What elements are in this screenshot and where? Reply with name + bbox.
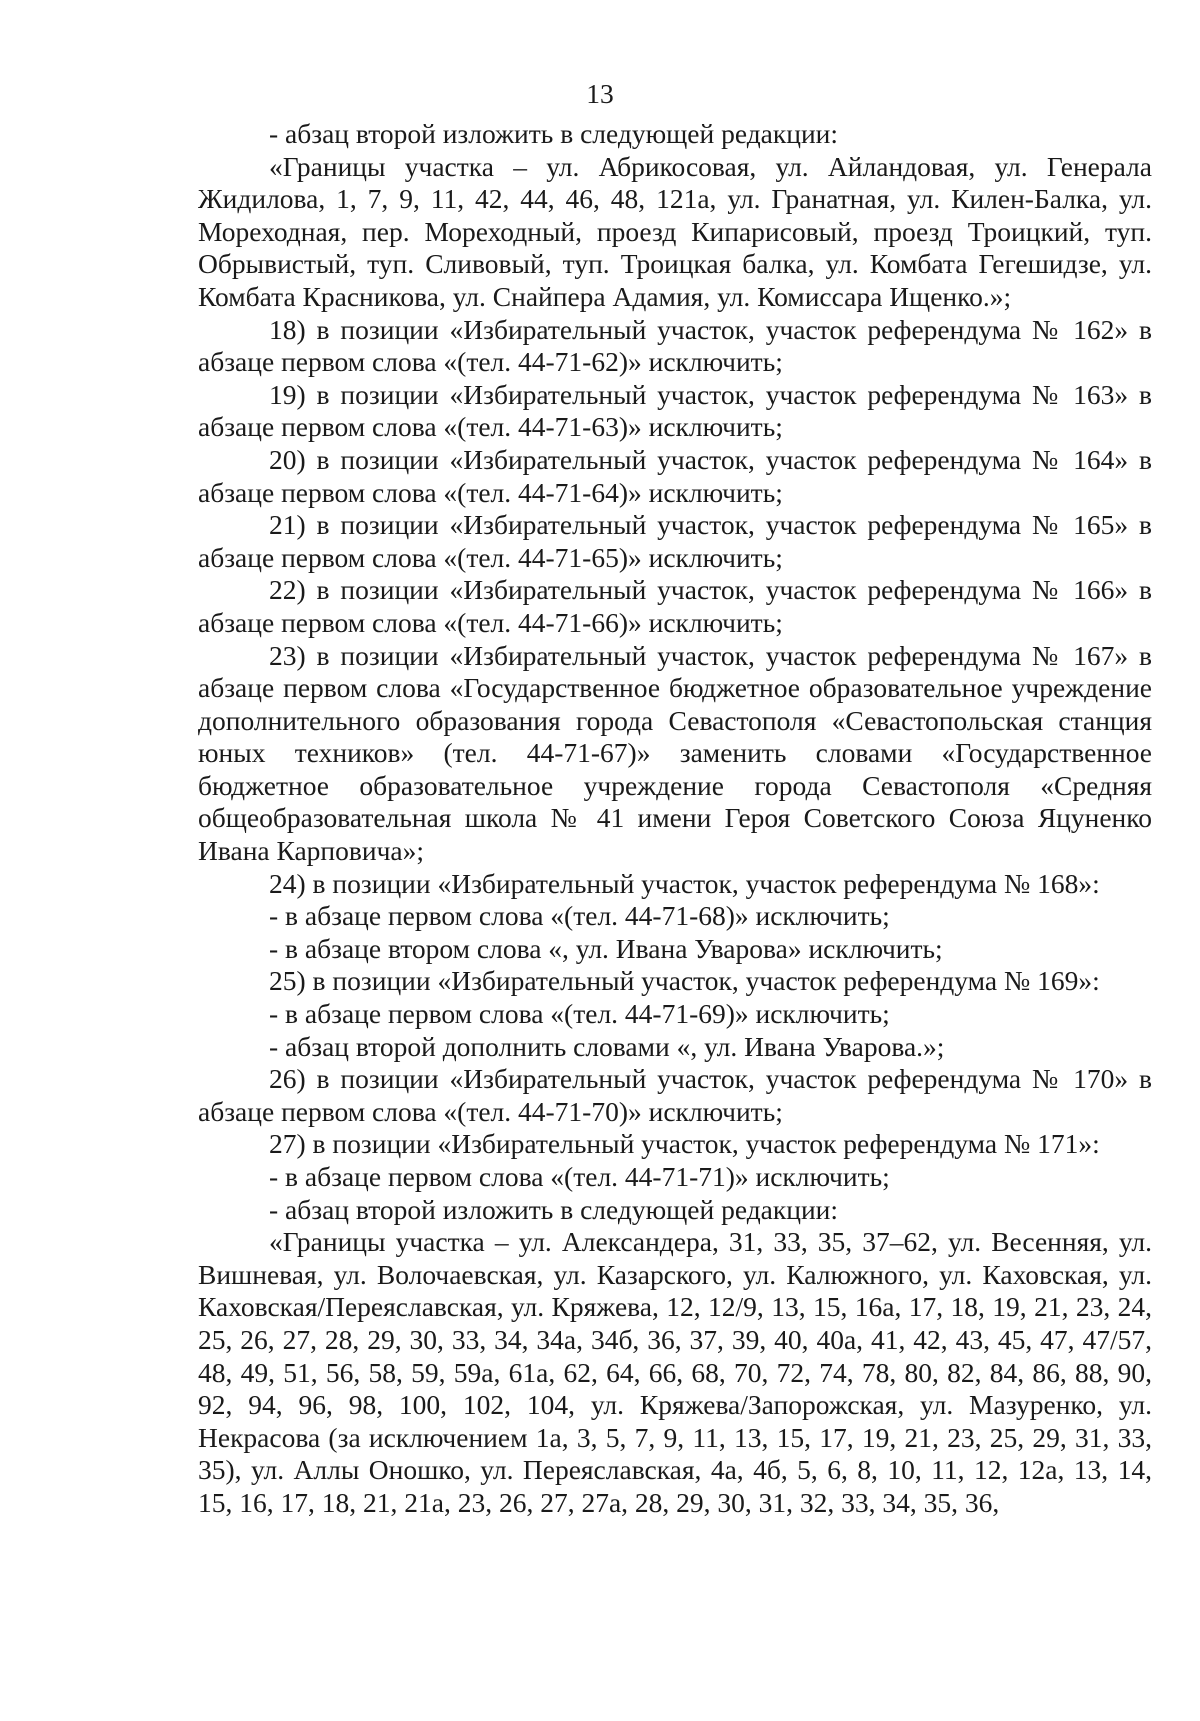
paragraph: 19) в позиции «Избирательный участок, участок референдума № 163» в абзаце первом слова «(тел. 44-71-63)» исключить;: [198, 378, 1152, 443]
paragraph: 25) в позиции «Избирательный участок, участок референдума № 169»:: [269, 965, 1100, 997]
paragraph: - в абзаце первом слова «(тел. 44-71-68)» исключить;: [269, 900, 890, 932]
paragraph: - в абзаце втором слова «, ул. Ивана Уварова» исключить;: [269, 932, 943, 964]
document-body: [198, 118, 1152, 1520]
paragraph: - абзац второй дополнить словами «, ул. Ивана Уварова.»;: [269, 1030, 945, 1062]
paragraph: «Границы участка – ул. Александера, 31, 33, 35, 37–62, ул. Весенняя, ул. Вишневая, ул. Волочаевская, ул. Казарского, ул. Калюжного, ул. Каховская, ул. Каховская/Переяславская, ул. Кряжева, 12, 12/9, 13, 15, 16а, 17, 18, 19, 21, 23, 24, 25, 26, 27, 28, 29, 30, 33, 34, 34а, 34б, 36, 37, 39, 40, 40а, 41, 42, 43, 45, 47, 47/57, 48, 49, 51, 56, 58, 59, 59а, 61а, 62, 64, 66, 68, 70, 72, 74, 78, 80, 82, 84, 86, 88, 90, 92, 94, 96, 98, 100, 102, 104, ул. Кряжева/Запорожская, ул. Мазуренко, ул. Некрасова (за исключением 1а, 3, 5, 7, 9, 11, 13, 15, 17, 19, 21, 23, 25, 29, 31, 33, 35), ул. Аллы Оношко, ул. Переяславская, 4а, 4б, 5, 6, 8, 10, 11, 12, 12а, 13, 14, 15, 16, 17, 18, 21, 21а, 23, 26, 27, 27а, 28, 29, 30, 31, 32, 33, 34, 35, 36,: [198, 1226, 1152, 1518]
paragraph: 21) в позиции «Избирательный участок, участок референдума № 165» в абзаце первом слова «(тел. 44-71-65)» исключить;: [198, 509, 1152, 573]
paragraph: - в абзаце первом слова «(тел. 44-71-69)» исключить;: [269, 998, 890, 1030]
paragraph: - абзац второй изложить в следующей редакции:: [269, 1193, 839, 1225]
paragraph: 20) в позиции «Избирательный участок, участок референдума № 164» в абзаце первом слова «(тел. 44-71-64)» исключить;: [198, 443, 1152, 508]
page-number: 13: [586, 78, 614, 109]
paragraph: 23) в позиции «Избирательный участок, участок референдума № 167» в абзаце первом слова «Государственное бюджетное образовательное учреждение дополнительного образования города Севастополя «Севастопольская станция юных техников» (тел. 44-71-67)» заменить словами «Государственное бюджетное образовательное учреждение города Севастополя «Средняя общеобразовательная школа № 41 имени Героя Советского Союза Яцуненко Ивана Карповича»;: [198, 639, 1152, 867]
paragraph: «Границы участка – ул. Абрикосовая, ул. Айландовая, ул. Генерала Жидилова, 1, 7, 9, 11, 42, 44, 46, 48, 121а, ул. Гранатная, ул. Килен-Балка, ул. Мореходная, пер. Мореходный, проезд Кипарисовый, проезд Троицкий, туп. Обрывистый, туп. Сливовый, туп. Троицкая балка, ул. Комбата Гегешидзе, ул. Комбата Красникова, ул. Снайпера Адамия, ул. Комиссара Ищенко.»;: [198, 150, 1152, 312]
paragraph: 18) в позиции «Избирательный участок, участок референдума № 162» в абзаце первом слова «(тел. 44-71-62)» исключить;: [198, 313, 1152, 378]
paragraph: 26) в позиции «Избирательный участок, участок референдума № 170» в абзаце первом слова «(тел. 44-71-70)» исключить;: [198, 1063, 1152, 1127]
paragraph: - абзац второй изложить в следующей редакции:: [269, 118, 839, 149]
paragraph: 24) в позиции «Избирательный участок, участок референдума № 168»:: [269, 867, 1100, 899]
paragraph: - в абзаце первом слова «(тел. 44-71-71)» исключить;: [269, 1161, 890, 1192]
paragraph: 22) в позиции «Избирательный участок, участок референдума № 166» в абзаце первом слова «(тел. 44-71-66)» исключить;: [198, 574, 1152, 638]
paragraph: 27) в позиции «Избирательный участок, участок референдума № 171»:: [269, 1128, 1100, 1160]
